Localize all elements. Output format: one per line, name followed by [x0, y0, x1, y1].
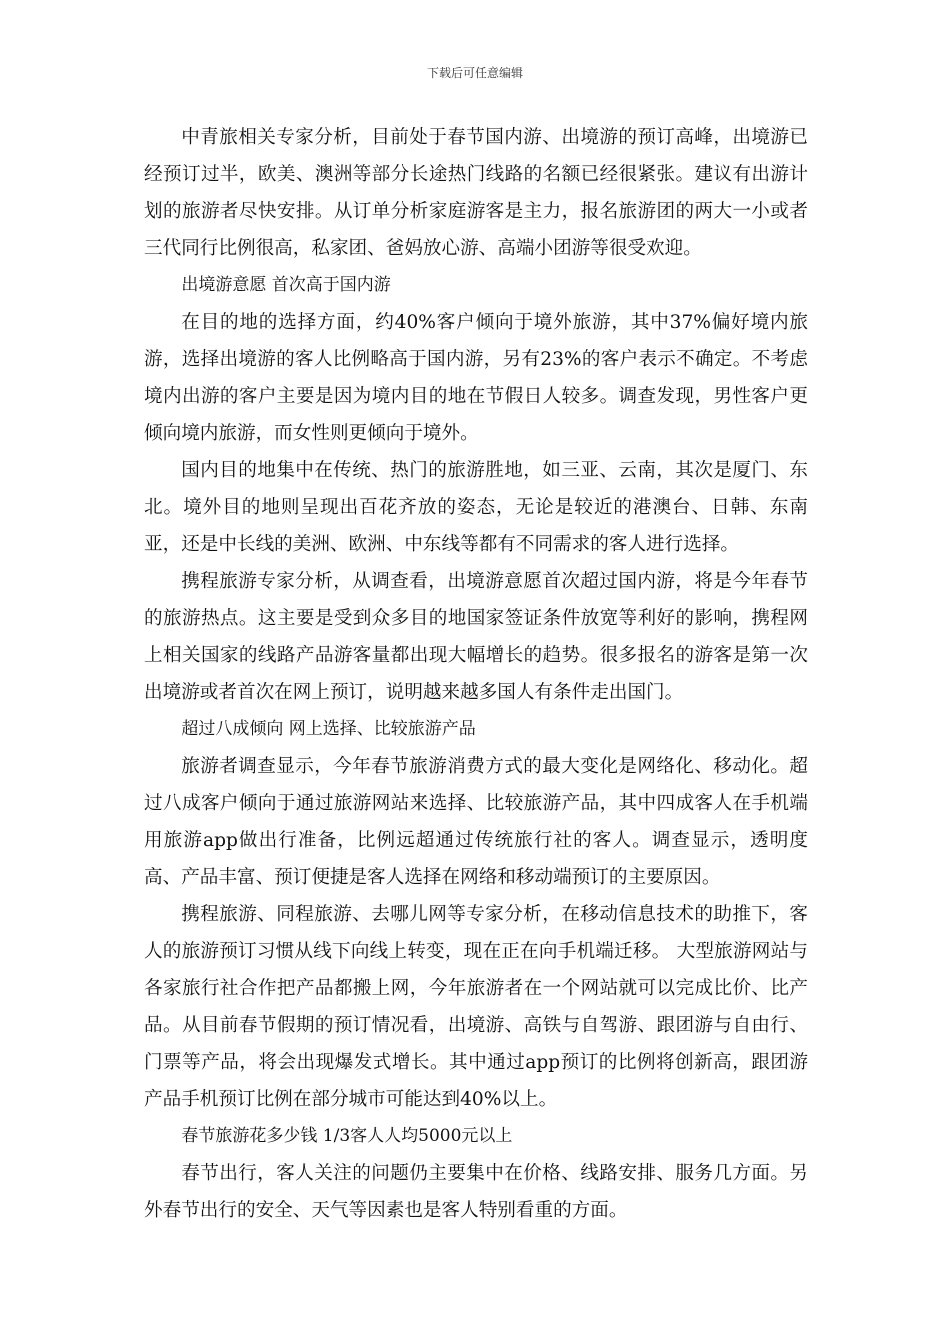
paragraph: 旅游者调查显示，今年春节旅游消费方式的最大变化是网络化、移动化。超过八成客户倾向于通过旅游网站来选择、比较旅游产品，其中四成客人在手机端用旅游app做出行准备，比例远超通过传统旅行社的客人。调查显示，透明度高、产品丰富、预订便捷是客人选择在网络和移动端预订的主要原因。 — [144, 756, 808, 888]
section-heading: 超过八成倾向 网上选择、比较旅游产品 — [181, 719, 476, 739]
paragraph: 中青旅相关专家分析，目前处于春节国内游、出境游的预订高峰，出境游已经预订过半，欧美、澳洲等部分长途热门线路的名额已经很紧张。建议有出游计划的旅游者尽快安排。从订单分析家庭游客是主力，报名旅游团的两大一小或者三代同行比例很高，私家团、爸妈放心游、高端小团游等很受欢迎。 — [144, 127, 808, 259]
document-body — [144, 119, 808, 1229]
paragraph: 国内目的地集中在传统、热门的旅游胜地，如三亚、云南，其次是厦门、东北。境外目的地则呈现出百花齐放的姿态，无论是较近的港澳台、日韩、东南亚，还是中长线的美洲、欧洲、中东线等都有不同需求的客人进行选择。 — [144, 460, 808, 555]
paragraph: 春节出行，客人关注的问题仍主要集中在价格、线路安排、服务几方面。另外春节出行的安全、天气等因素也是客人特别看重的方面。 — [144, 1163, 808, 1221]
page-header: 下载后可任意编辑 — [426, 66, 523, 80]
section-heading: 春节旅游花多少钱 1/3客人人均5000元以上 — [181, 1126, 513, 1146]
paragraph: 在目的地的选择方面，约40%客户倾向于境外旅游，其中37%偏好境内旅游，选择出境游的客人比例略高于国内游，另有23%的客户表示不确定。不考虑境内出游的客户主要是因为境内目的地在节假日人较多。调查发现，男性客户更倾向境内旅游，而女性则更倾向于境外。 — [144, 312, 808, 444]
paragraph: 携程旅游、同程旅游、去哪儿网等专家分析，在移动信息技术的助推下，客人的旅游预订习惯从线下向线上转变，现在正在向手机端迁移。 大型旅游网站与各家旅行社合作把产品都搬上网，今年旅游者在一个网站就可以完成比价、比产品。从目前春节假期的预订情况看，出境游、高铁与自驾游、跟团游与自由行、门票等产品，将会出现爆发式增长。其中通过app预订的比例将创新高，跟团游产品手机预订比例在部分城市可能达到40%以上。 — [144, 904, 808, 1110]
paragraph: 携程旅游专家分析，从调查看，出境游意愿首次超过国内游，将是今年春节的旅游热点。这主要是受到众多目的地国家签证条件放宽等利好的影响，携程网上相关国家的线路产品游客量都出现大幅增长的趋势。很多报名的游客是第一次出境游或者首次在网上预订，说明越来越多国人有条件走出国门。 — [144, 571, 808, 703]
section-heading: 出境游意愿 首次高于国内游 — [181, 275, 391, 295]
